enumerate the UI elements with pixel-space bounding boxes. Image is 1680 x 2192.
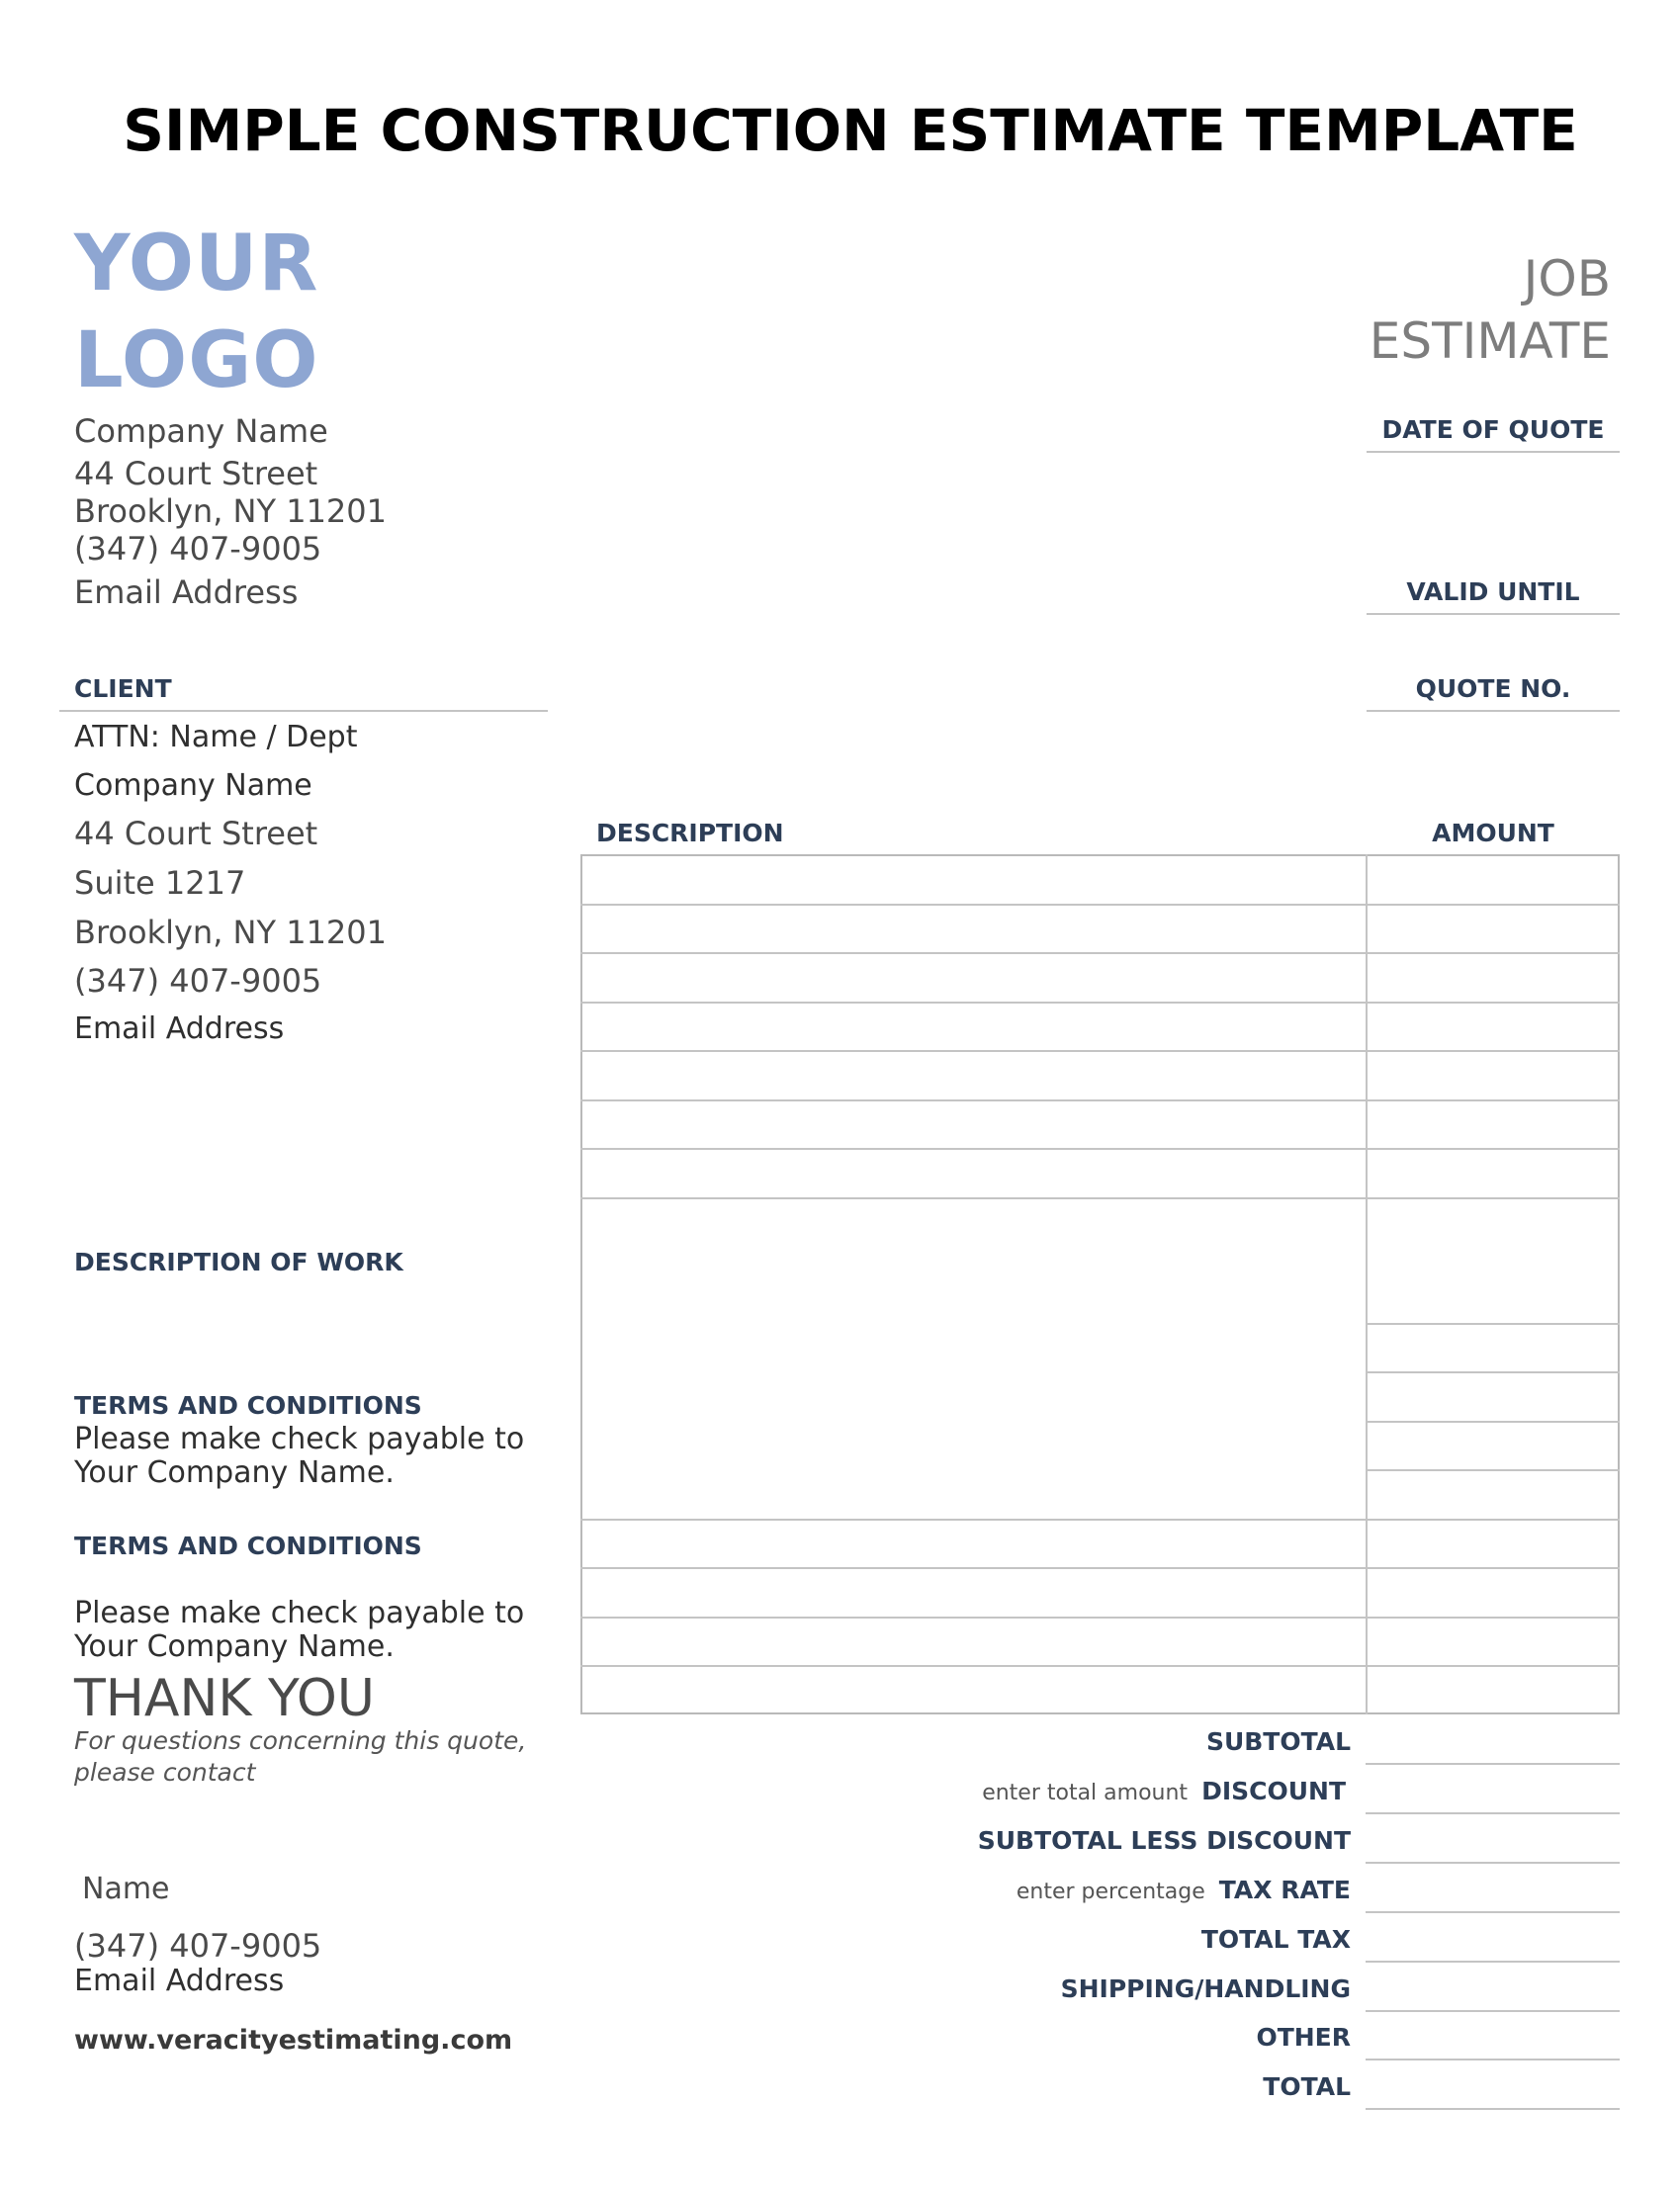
discount-label: DISCOUNT [1201, 1777, 1346, 1805]
date-of-quote-label: DATE OF QUOTE [1381, 415, 1605, 444]
client-phone: (347) 407-9005 [74, 962, 322, 1000]
table-row[interactable] [580, 904, 1620, 906]
contact-email: Email Address [74, 1964, 285, 1998]
table-row[interactable] [1366, 1371, 1620, 1373]
contact-phone: (347) 407-9005 [74, 1927, 322, 1965]
description-header: DESCRIPTION [596, 819, 784, 847]
tax-rate-field[interactable] [1366, 1911, 1620, 1913]
shipping-handling-label: SHIPPING/HANDLING [1060, 1974, 1351, 2003]
quote-number-field[interactable] [1367, 710, 1620, 712]
valid-until-label: VALID UNTIL [1406, 577, 1580, 606]
terms-label-1: TERMS AND CONDITIONS [74, 1391, 422, 1420]
total-tax-field[interactable] [1366, 1961, 1620, 1963]
discount-row [982, 1777, 1346, 1805]
valid-until-field[interactable] [1367, 613, 1620, 615]
terms-text-2b: Your Company Name. [74, 1629, 395, 1664]
table-row[interactable] [1366, 1421, 1620, 1423]
client-divider [59, 710, 548, 712]
tax-hint: enter percentage [1016, 1880, 1205, 1904]
quote-number-label: QUOTE NO. [1415, 674, 1571, 703]
table-row[interactable] [580, 1148, 1620, 1150]
description-of-work-label: DESCRIPTION OF WORK [74, 1248, 403, 1276]
table-row[interactable] [1366, 1323, 1620, 1325]
logo-line-1: YOUR [74, 219, 319, 308]
client-suite: Suite 1217 [74, 864, 246, 902]
table-row[interactable] [580, 1002, 1620, 1004]
table-row[interactable] [580, 1197, 1620, 1199]
other-label: OTHER [1256, 2023, 1351, 2052]
amount-header: AMOUNT [1432, 819, 1554, 847]
table-row[interactable] [580, 1050, 1620, 1052]
website-link[interactable]: www.veracityestimating.com [74, 2025, 513, 2056]
thank-you-heading: THANK YOU [74, 1669, 375, 1728]
company-city: Brooklyn, NY 11201 [74, 492, 387, 530]
estimate-heading: ESTIMATE [1369, 312, 1611, 370]
table-row[interactable] [580, 1099, 1620, 1101]
discount-field[interactable] [1366, 1812, 1620, 1814]
company-name: Company Name [74, 412, 328, 450]
client-city: Brooklyn, NY 11201 [74, 914, 387, 951]
total-tax-label: TOTAL TAX [1200, 1925, 1351, 1954]
subtotal-less-discount-label: SUBTOTAL LESS DISCOUNT [977, 1826, 1351, 1855]
table-row[interactable] [580, 952, 1620, 954]
page-title: SIMPLE CONSTRUCTION ESTIMATE TEMPLATE [123, 97, 1578, 164]
table-row[interactable] [580, 1617, 1620, 1619]
table-row[interactable] [580, 1567, 1620, 1569]
date-of-quote-field[interactable] [1367, 451, 1620, 453]
subtotal-less-discount-field[interactable] [1366, 1862, 1620, 1864]
client-attn: ATTN: Name / Dept [74, 720, 358, 754]
shipping-handling-field[interactable] [1366, 2010, 1620, 2012]
line-items-table [580, 854, 1620, 1714]
company-email: Email Address [74, 573, 299, 611]
client-email: Email Address [74, 1011, 285, 1046]
terms-text-1b: Your Company Name. [74, 1455, 395, 1490]
job-heading: JOB [1523, 250, 1611, 307]
subtotal-field[interactable] [1366, 1763, 1620, 1765]
table-row[interactable] [1366, 1469, 1620, 1471]
total-field[interactable] [1366, 2108, 1620, 2110]
amount-column-divider [1366, 854, 1368, 1714]
contact-name: Name [82, 1872, 170, 1906]
terms-label-2: TERMS AND CONDITIONS [74, 1532, 422, 1560]
discount-hint: enter total amount [982, 1781, 1189, 1805]
table-row[interactable] [580, 1519, 1620, 1521]
client-label: CLIENT [74, 674, 172, 703]
tax-rate-label: TAX RATE [1218, 1876, 1351, 1904]
subtotal-label: SUBTOTAL [1205, 1727, 1351, 1756]
tax-rate-row [1017, 1876, 1351, 1904]
logo-line-2: LOGO [74, 316, 319, 405]
terms-text-2a: Please make check payable to [74, 1596, 525, 1630]
questions-text-2: please contact [74, 1758, 256, 1787]
terms-text-1a: Please make check payable to [74, 1422, 525, 1456]
company-phone: (347) 407-9005 [74, 530, 322, 568]
questions-text-1: For questions concerning this quote, [74, 1726, 527, 1755]
company-street: 44 Court Street [74, 455, 318, 492]
client-company: Company Name [74, 768, 312, 803]
table-row[interactable] [580, 1665, 1620, 1667]
total-label: TOTAL [1263, 2072, 1351, 2101]
other-field[interactable] [1366, 2059, 1620, 2060]
client-street: 44 Court Street [74, 815, 318, 852]
